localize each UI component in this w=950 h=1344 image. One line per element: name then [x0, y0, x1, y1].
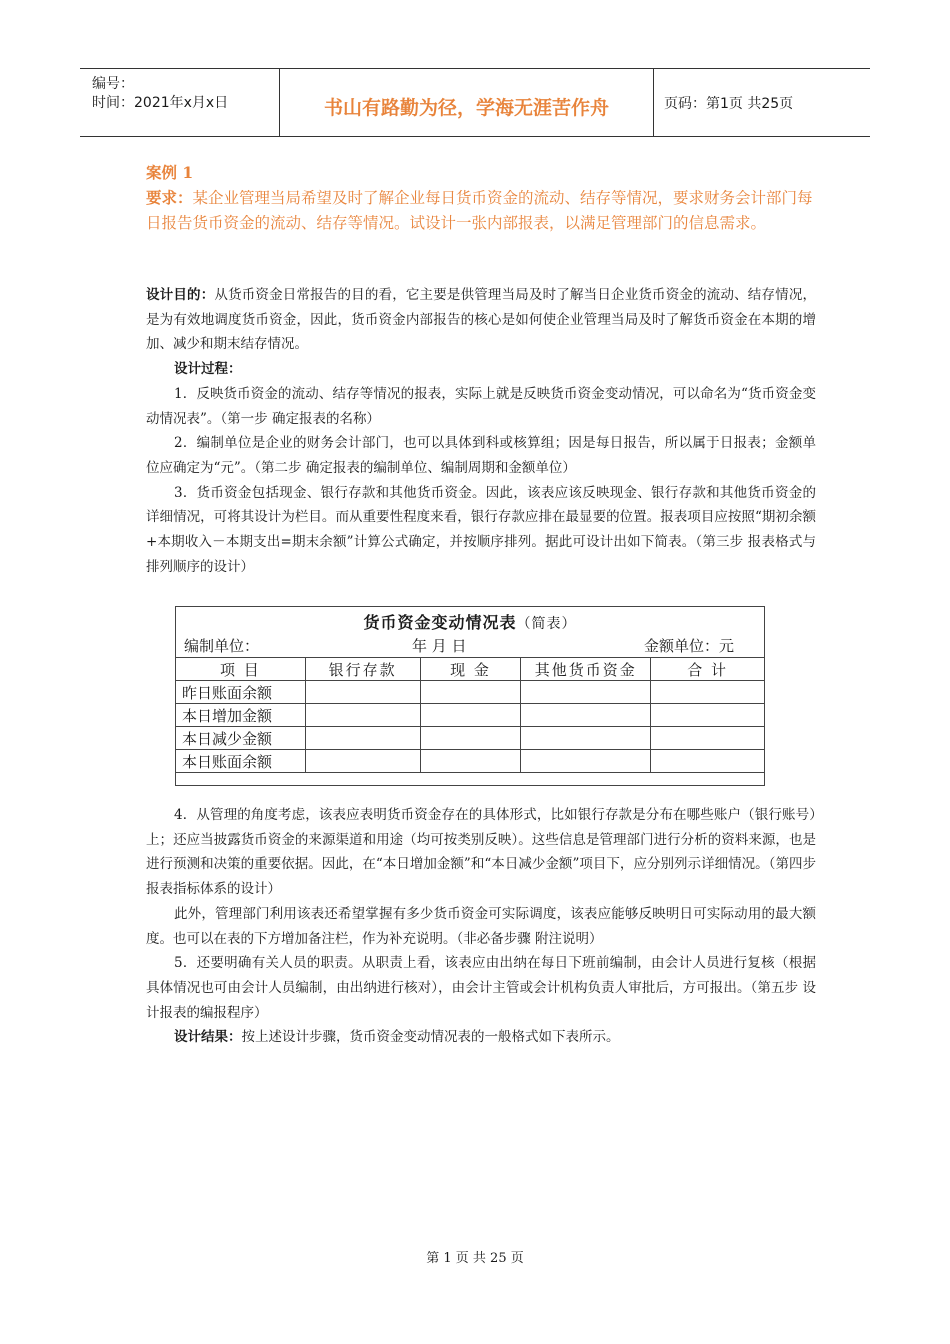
table-row [176, 681, 765, 704]
page-header [80, 68, 870, 137]
table-cell [305, 704, 420, 727]
result-label: 设计结果： [174, 1029, 242, 1046]
purpose-paragraph [146, 283, 816, 357]
purpose-text: 从货币资金日常报告的目的看，它主要是供管理当局及时了解当日企业货币资金的流动、结存情况，是为有效地调度货币资金，因此，货币资金内部报告的核心是如何使企业管理当局及时了解货币资金在本期的增加、减少和期末结存情况。 [146, 287, 817, 353]
table-cell [305, 750, 420, 773]
cash-flow-table-figure [175, 606, 765, 786]
step-1: 1．反映货币资金的流动、结存等情况的报表，实际上就是反映货币资金变动情况，可以命名为“货币资金变动情况表”。（第一步 确定报表的名称） [146, 385, 816, 427]
table-cell [420, 681, 521, 704]
table-cell [305, 727, 420, 750]
step-2: 2．编制单位是企业的财务会计部门，也可以具体到科或核算组；因是每日报告，所以属于日报表；金额单位应确定为“元”。（第二步 确定报表的编制单位、编制周期和金额单位） [146, 435, 816, 476]
table-cell [521, 727, 651, 750]
result-text: 按上述设计步骤，货币资金变动情况表的一般格式如下表所示。 [241, 1029, 620, 1046]
step-5: 5．还要明确有关人员的职责。从职责上看，该表应由出纳在每日下班前编制，由会计人员进行复核（根据具体情况也可由会计人员编制，由出纳进行核对），由会计主管或会计机构负责人审批后，方可报出。（第五步 设计报表的编报程序） [146, 955, 816, 1021]
result-paragraph [146, 1025, 816, 1050]
table-cell [521, 704, 651, 727]
table-row [176, 750, 765, 773]
row-label: 本日账面余额 [176, 750, 306, 773]
case-title: 案例 1 [146, 163, 194, 182]
figure-title-text: 货币资金变动情况表 [363, 613, 517, 632]
purpose-label: 设计目的： [146, 287, 215, 303]
table-cell [420, 727, 521, 750]
table-cell [651, 681, 765, 704]
table-cell [521, 750, 651, 773]
table-cell [651, 727, 765, 750]
figure-meta [184, 635, 734, 657]
process-heading [146, 357, 816, 382]
column-header: 其他货币资金 [521, 658, 651, 681]
number-label: 编号： [92, 76, 134, 92]
figure-unit-label: 编制单位： [184, 637, 260, 655]
design-body [146, 283, 816, 579]
table-cell [521, 681, 651, 704]
requirement-label: 要求： [146, 188, 193, 207]
process-label: 设计过程： [174, 361, 242, 378]
figure-title [176, 610, 764, 633]
case-requirement [146, 185, 816, 236]
design-body-continued [146, 803, 816, 1050]
table-cell [305, 681, 420, 704]
column-header: 合 计 [651, 658, 765, 681]
row-label: 本日增加金额 [176, 704, 306, 727]
requirement-text: 某企业管理当局希望及时了解企业每日货币资金的流动、结存等情况，要求财务会计部门每日报告货币资金的流动、结存等情况。试设计一张内部报表，以满足管理部门的信息需求。 [146, 189, 813, 232]
step-3: 3．货币资金包括现金、银行存款和其他货币资金。因此，该表应该反映现金、银行存款和其他货币资金的详细情况，可将其设计为栏目。而从重要性程度来看，银行存款应排在最显要的位置。报表项目应按照“期初余额+本期收入－本期支出=期末余额”计算公式确定，并按顺序排列。据此可设计出如下简表。（第三步 报表格式与排列顺序的设计） [146, 484, 816, 575]
figure-subtitle: （简表） [516, 616, 577, 632]
page-footer: 第 1 页 共 25 页 [426, 1251, 524, 1266]
case-section [146, 160, 816, 236]
header-motto: 书山有路勤为径，学海无涯苦作舟 [280, 69, 654, 136]
table-cell [420, 750, 521, 773]
table-cell [651, 750, 765, 773]
table-row [176, 727, 765, 750]
row-label: 昨日账面余额 [176, 681, 306, 704]
column-header: 项 目 [176, 658, 306, 681]
table-row [176, 704, 765, 727]
cash-flow-table [175, 657, 765, 773]
header-meta [80, 69, 280, 136]
column-header: 现 金 [420, 658, 521, 681]
table-cell [420, 704, 521, 727]
column-header: 银行存款 [305, 658, 420, 681]
figure-amount-unit: 金额单位：元 [643, 637, 734, 655]
figure-date-label: 年 月 日 [412, 637, 467, 655]
header-page-info: 页码：第1页 共25页 [664, 95, 794, 112]
time-label: 时间：2021年x月x日 [92, 95, 229, 111]
table-cell [651, 704, 765, 727]
step-4: 4．从管理的角度考虑，该表应表明货币资金存在的具体形式，比如银行存款是分布在哪些账户（银行账号）上；还应当披露货币资金的来源渠道和用途（均可按类别反映）。这些信息是管理部门进行分析的资料来源，也是进行预测和决策的重要依据。因此，在“本日增加金额”和“本日减少金额”项目下，应分别列示详细情况。（第四步 报表指标体系的设计） [146, 807, 816, 898]
table-header-row [176, 658, 765, 681]
note-paragraph: 此外，管理部门利用该表还希望掌握有多少货币资金可实际调度，该表应能够反映明日可实际动用的最大额度。也可以在表的下方增加备注栏，作为补充说明。（非必备步骤 附注说明） [146, 905, 816, 947]
row-label: 本日减少金额 [176, 727, 306, 750]
